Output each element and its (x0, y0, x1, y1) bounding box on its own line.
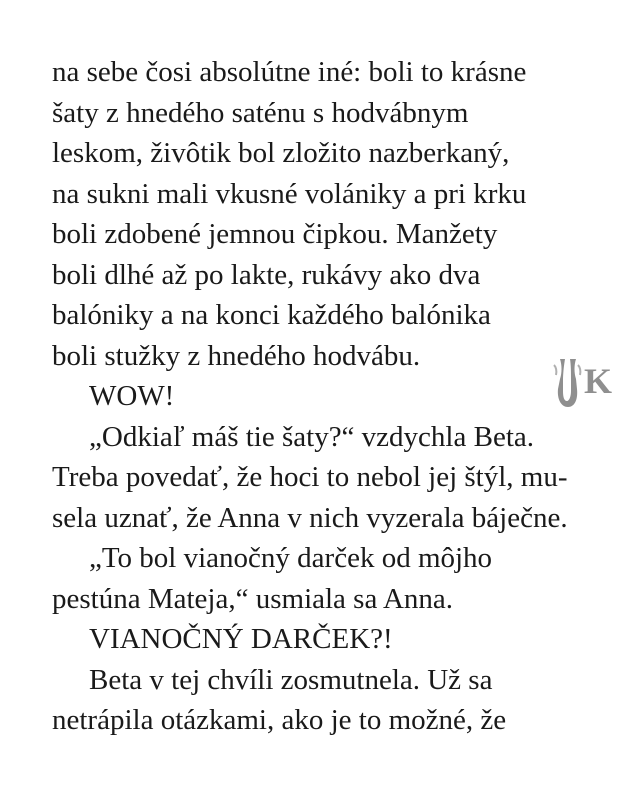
text-line: boli stužky z hnedého hodvábu. (52, 339, 421, 372)
text-line: Beta v tej chvíli zosmutnela. Už sa (89, 663, 493, 696)
text-line: boli zdobené jemnou čipkou. Manžety (52, 218, 498, 250)
text-line: „To bol vianočný darček od môjho (89, 542, 493, 574)
logo-letter: K (584, 361, 613, 401)
text-line: netrápila otázkami, ako je to možné, že (52, 704, 507, 736)
text-line: „Odkiaľ máš tie šaty?“ vzdychla Beta. (89, 420, 534, 453)
page-text (52, 52, 612, 741)
text-line: VIANOČNÝ DARČEK?! (89, 623, 393, 655)
text-line: WOW! (89, 380, 175, 412)
text-line: na sukni mali vkusné volániky a pri krku (52, 177, 527, 210)
text-line: sela uznať, že Anna v nich vyzerala báječne. (52, 501, 568, 534)
text-line: na sebe čosi absolútne iné: boli to krásne (52, 56, 527, 88)
text-line: balóniky a na konci každého balónika (52, 299, 491, 331)
text-line: pestúna Mateja,“ usmiala sa Anna. (52, 582, 454, 615)
text-line: šaty z hnedého saténu s hodvábnym (52, 96, 469, 129)
text-line: leskom, živôtik bol zložito nazberkaný, (52, 137, 510, 169)
text-line: Treba povedať, že hoci to nebol jej štýl, mu- (52, 461, 568, 493)
text-line: boli dlhé až po lakte, rukávy ako dva (52, 258, 481, 291)
publisher-logo (548, 355, 632, 419)
logo-mark-icon (548, 355, 584, 419)
